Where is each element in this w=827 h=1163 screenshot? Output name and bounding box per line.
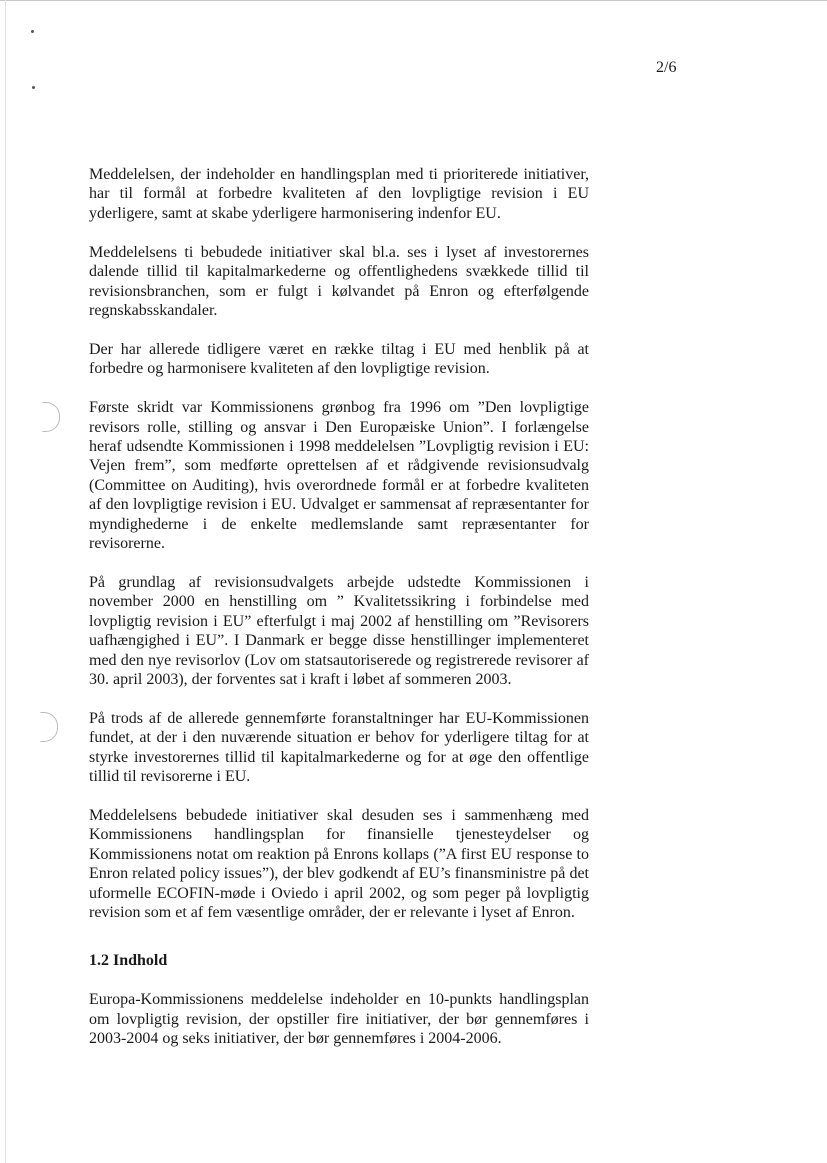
scan-speck — [31, 30, 34, 33]
body-paragraph: Første skridt var Kommissionens grønbog fra 1996 om ”Den lovpligtige revisors rolle, stilling og ansvar i Den Europæiske Union”. I forlængelse heraf udsendte Kommissionen i 1998 meddelelsen ”Lovpligtig revision i EU: Vejen frem”, som medførte oprettelsen af et rådgivende revisionsudvalg (Committee on Auditing), hvis overordnede formål er at forbedre kvaliteten af den lovpligtige revision i EU. Udvalget er sammensat af repræsentanter for myndighederne i de enkelte medlemslande samt repræsentanter for revisorerne. — [89, 399, 589, 552]
scan-left-edge — [5, 0, 6, 1163]
body-paragraph: Meddelelsens ti bebudede initiativer skal bl.a. ses i lyset af investorernes dalende tillid til kapitalmarkederne og offentlighedens svækkede tillid til revisionsbranchen, som er fulgt i kølvandet på Enron og efterfølgende regnskabsskandaler. — [89, 243, 589, 319]
body-paragraph: Meddelelsen, der indeholder en handlingsplan med ti prioriterede initiativer, har til formål at forbedre kvaliteten af den lovpligtige revision i EU yderligere, samt at skabe yderligere harmonisering indenfor EU. — [89, 166, 589, 222]
body-paragraph: Meddelelsens bebudede initiativer skal desuden ses i sammenhæng med Kommissionens handlingsplan for finansielle tjenesteydelser og Kommissionens notat om reaktion på Enrons kollaps (”A first EU response to Enron related policy issues”), der blev godkendt af EU’s finansministre på det uformelle ECOFIN-møde i Oviedo i april 2002, og som peger på lovpligtig revision som et af fem væsentlige områder, der er relevante i lyset af Enron. — [89, 806, 589, 921]
body-paragraph: På grundlag af revisionsudvalgets arbejde udstedte Kommissionen i november 2000 en henstilling om ” Kvalitetssikring i forbindelse med lovpligtig revision i EU” efterfulgt i maj 2002 af henstilling om ”Revisorers uafhængighed i EU”. I Danmark er begge disse henstillinger implementeret med den nye revisorlov (Lov om statsautoriserede og registrerede revisorer af 30. april 2003), der forventes sat i kraft i løbet af sommeren 2003. — [89, 573, 589, 688]
body-paragraph: På trods af de allerede gennemførte foranstaltninger har EU-Kommissionen fundet, at der i den nuværende situation er behov for yderligere tiltag for at styrke investorernes tillid til kapitalmarkederne og for at øge den offentlige tillid til revisorerne i EU. — [89, 709, 589, 786]
section-paragraph: Europa-Kommissionens meddelelse indeholder en 10-punkts handlingsplan om lovpligtig revision, der opstiller fire initiativer, der bør gennemføres i 2003-2004 og seks initiativer, der bør gennemføres i 2004-2006. — [89, 991, 589, 1048]
scan-top-edge — [0, 0, 827, 1]
punch-hole-mark — [40, 712, 58, 742]
page-number: 2/6 — [656, 59, 677, 76]
scan-speck — [32, 86, 35, 89]
section-heading: 1.2 Indhold — [89, 952, 168, 970]
punch-hole-mark — [42, 402, 60, 432]
document-body — [89, 165, 589, 1068]
body-paragraph: Der har allerede tidligere været en række tiltag i EU med henblik på at forbedre og harmonisere kvaliteten af den lovpligtige revision. — [89, 340, 589, 378]
